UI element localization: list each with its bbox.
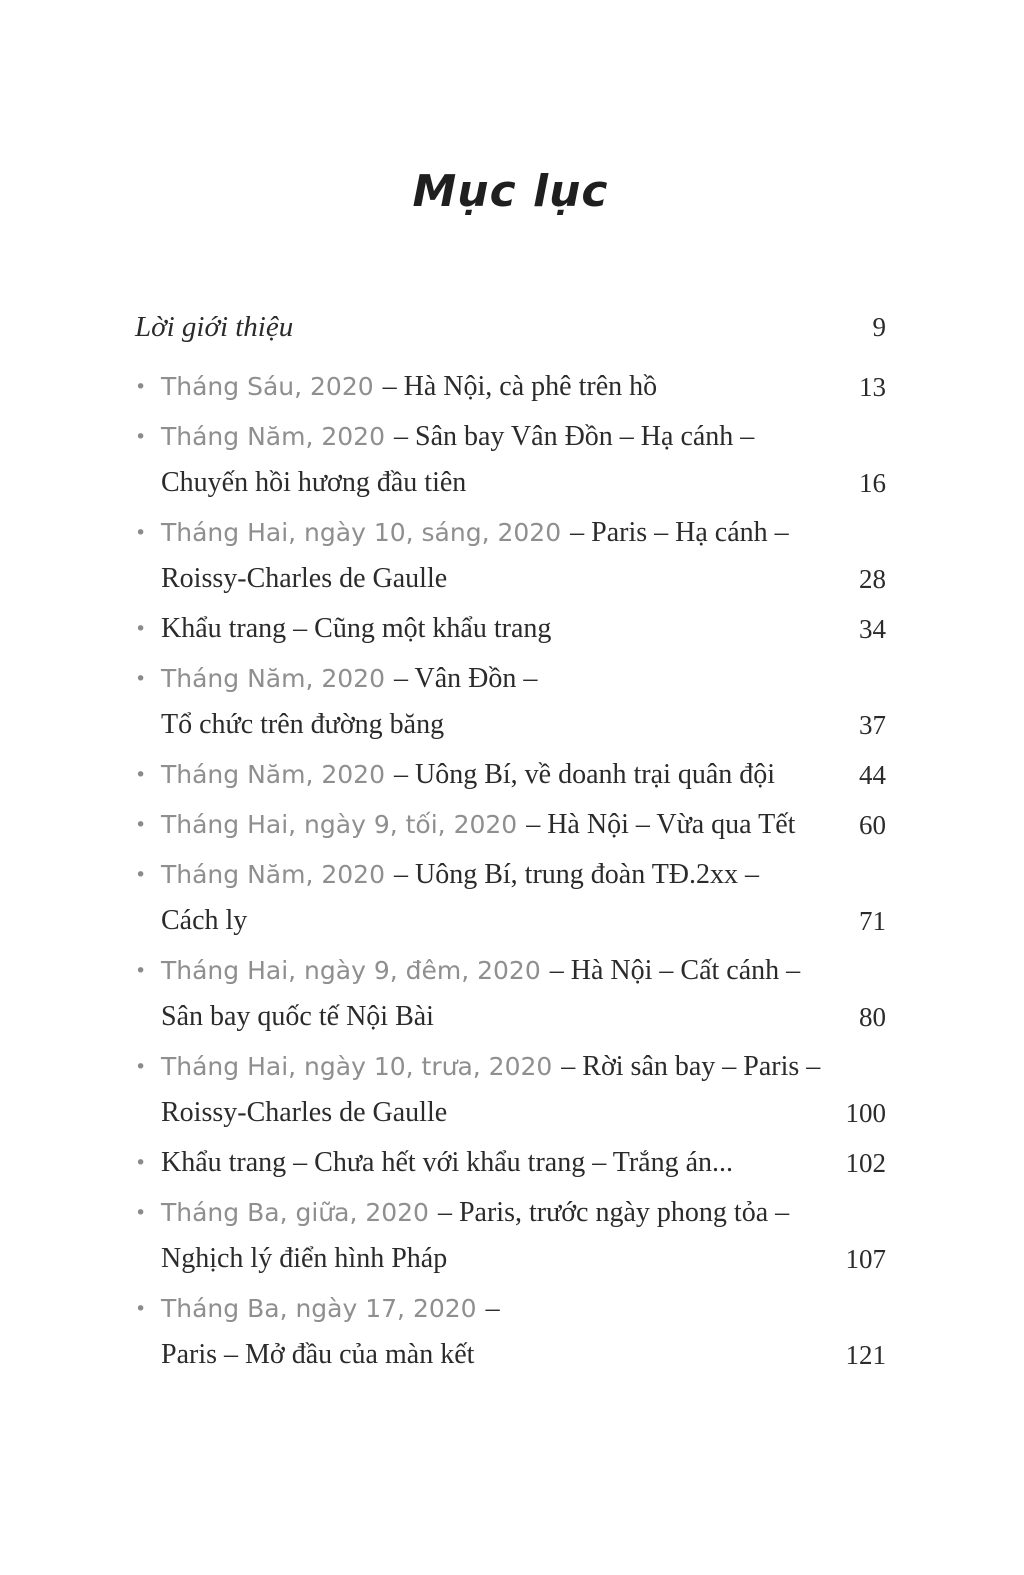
entry-title-line2: Nghịch lý điển hình Pháp <box>161 1243 448 1275</box>
entry-date-prefix: Tháng Ba, giữa, 2020 <box>161 1198 429 1228</box>
entry-text <box>161 1044 846 1136</box>
entry-title-line2: Sân bay quốc tế Nội Bài <box>161 1001 434 1033</box>
entry-date-prefix: Tháng Ba, ngày 17, 2020 <box>161 1294 477 1324</box>
bullet-icon: • <box>135 814 147 837</box>
entry-date-prefix: Tháng Năm, 2020 <box>161 860 385 890</box>
entry-line1 <box>161 414 841 460</box>
entry-line1 <box>161 510 841 556</box>
entry-text <box>161 1286 846 1378</box>
entry-page-number: 100 <box>845 1098 886 1129</box>
entry-title-line2: Paris – Mở đầu của màn kết <box>161 1339 475 1371</box>
toc-entry <box>135 364 886 410</box>
entry-date-prefix: Tháng Hai, ngày 9, đêm, 2020 <box>161 956 541 986</box>
entry-title-line2: Roissy-Charles de Gaulle <box>161 563 448 595</box>
entry-text <box>161 510 859 602</box>
toc-entry <box>135 606 886 652</box>
entry-page-number: 28 <box>859 564 886 595</box>
entry-text <box>161 752 859 798</box>
entry-line1 <box>161 364 841 410</box>
toc-entry <box>135 1140 886 1186</box>
entry-page-number: 44 <box>859 760 886 791</box>
entry-title: Khẩu trang – Chưa hết với khẩu trang – Trắng án... <box>161 1147 734 1179</box>
entry-title: – Paris, trước ngày phong tỏa – <box>437 1197 790 1229</box>
entry-line1 <box>161 1044 828 1090</box>
toc-entry <box>135 1190 886 1282</box>
entry-line1 <box>161 752 841 798</box>
entry-line1 <box>161 656 841 702</box>
entry-page-number: 80 <box>859 1002 886 1033</box>
entry-title: – Vân Đồn – <box>394 663 538 695</box>
entry-title-line2: Roissy-Charles de Gaulle <box>161 1097 448 1129</box>
entry-line1 <box>161 1286 828 1332</box>
toc-entry <box>135 1044 886 1136</box>
bullet-icon: • <box>135 864 147 887</box>
entry-title: Khẩu trang – Cũng một khẩu trang <box>161 613 552 645</box>
entry-date-prefix: Tháng Năm, 2020 <box>161 422 385 452</box>
entry-line1 <box>161 1140 828 1186</box>
entry-page-number: 71 <box>859 906 886 937</box>
entry-line1 <box>161 606 841 652</box>
bullet-icon: • <box>135 668 147 691</box>
bullet-icon: • <box>135 1298 147 1321</box>
toc-entry <box>135 852 886 944</box>
intro-row <box>135 304 886 350</box>
entry-title: – Hà Nội – Cất cánh – <box>549 955 801 987</box>
entry-title: – Rời sân bay – Paris – <box>561 1051 821 1083</box>
bullet-icon: • <box>135 764 147 787</box>
entry-page-number: 16 <box>859 468 886 499</box>
toc-entry <box>135 802 886 848</box>
bullet-icon: • <box>135 1202 147 1225</box>
entry-title: – Uông Bí, trung đoàn TĐ.2xx – <box>394 859 760 891</box>
entry-title-line2: Chuyến hồi hương đầu tiên <box>161 467 467 499</box>
entry-date-prefix: Tháng Hai, ngày 10, sáng, 2020 <box>161 518 562 548</box>
entry-title-line2: Tổ chức trên đường băng <box>161 709 445 741</box>
entry-date-prefix: Tháng Hai, ngày 10, trưa, 2020 <box>161 1052 553 1082</box>
entry-text <box>161 606 859 652</box>
entry-title: – Paris – Hạ cánh – <box>570 517 789 549</box>
entry-text <box>161 1140 846 1186</box>
bullet-icon: • <box>135 522 147 545</box>
entry-text <box>161 802 859 848</box>
entry-title: – <box>485 1293 500 1325</box>
entry-title: – Uông Bí, về doanh trại quân đội <box>394 759 776 791</box>
toc-entry <box>135 948 886 1040</box>
entry-line1 <box>161 852 841 898</box>
entry-text <box>161 656 859 748</box>
bullet-icon: • <box>135 426 147 449</box>
entry-page-number: 121 <box>845 1340 886 1371</box>
entry-text <box>161 948 859 1040</box>
entry-page-number: 107 <box>845 1244 886 1275</box>
entry-title: – Sân bay Vân Đồn – Hạ cánh – <box>394 421 755 453</box>
entry-page-number: 60 <box>859 810 886 841</box>
entry-text <box>161 1190 846 1282</box>
entry-page-number: 102 <box>845 1148 886 1179</box>
entry-page-number: 34 <box>859 614 886 645</box>
entry-date-prefix: Tháng Năm, 2020 <box>161 664 385 694</box>
bullet-icon: • <box>135 376 147 399</box>
bullet-icon: • <box>135 960 147 983</box>
toc-list <box>135 364 886 1378</box>
intro-label: Lời giới thiệu <box>135 311 294 344</box>
bullet-icon: • <box>135 618 147 641</box>
bullet-icon: • <box>135 1152 147 1175</box>
toc-entry <box>135 656 886 748</box>
entry-date-prefix: Tháng Sáu, 2020 <box>161 372 374 402</box>
entry-line1 <box>161 948 841 994</box>
intro-page-number: 9 <box>872 312 886 343</box>
entry-title: – Hà Nội, cà phê trên hồ <box>382 371 658 403</box>
entry-page-number: 37 <box>859 710 886 741</box>
entry-date-prefix: Tháng Hai, ngày 9, tối, 2020 <box>161 810 518 840</box>
entry-text <box>161 414 859 506</box>
page-title: Mục lục <box>412 166 609 217</box>
entry-date-prefix: Tháng Năm, 2020 <box>161 760 385 790</box>
toc-entry <box>135 510 886 602</box>
entry-text <box>161 364 859 410</box>
toc-entry <box>135 752 886 798</box>
entry-line1 <box>161 802 841 848</box>
toc-entry <box>135 414 886 506</box>
bullet-icon: • <box>135 1056 147 1079</box>
entry-title: – Hà Nội – Vừa qua Tết <box>526 809 796 841</box>
entry-title-line2: Cách ly <box>161 905 248 937</box>
entry-line1 <box>161 1190 828 1236</box>
entry-page-number: 13 <box>859 372 886 403</box>
entry-text <box>161 852 859 944</box>
toc-entry <box>135 1286 886 1378</box>
